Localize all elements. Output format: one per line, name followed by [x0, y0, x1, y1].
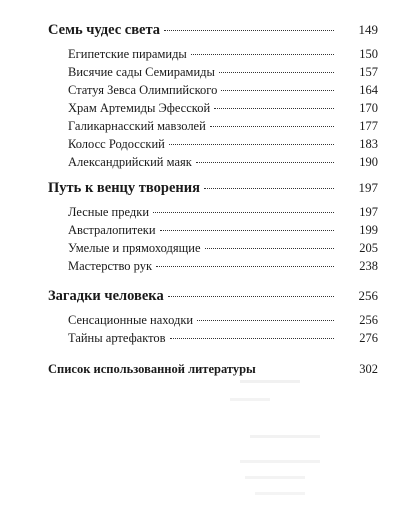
toc-entry	[68, 205, 378, 220]
toc-bibliography-title: Список использованной литературы	[48, 362, 256, 376]
toc-page-number: 177	[359, 119, 378, 133]
toc-page-number: 302	[359, 362, 378, 376]
dot-leader	[205, 248, 334, 249]
toc-entry	[68, 137, 378, 152]
toc-page-number: 197	[359, 205, 378, 219]
toc-entry-title: Умелые и прямоходящие	[68, 241, 201, 255]
toc-page-number: 149	[358, 22, 378, 37]
toc-section-title: Путь к венцу творения	[48, 180, 200, 196]
dot-leader	[153, 212, 334, 213]
toc-page-number: 197	[358, 180, 378, 195]
toc-page-number: 164	[359, 83, 378, 97]
toc-page-number: 157	[359, 65, 378, 79]
dot-leader	[197, 320, 334, 321]
toc-page-number: 150	[359, 47, 378, 61]
toc-page-number: 276	[359, 331, 378, 345]
toc-page-number: 256	[359, 313, 378, 327]
toc-section-heading	[48, 288, 378, 305]
toc-entry	[68, 119, 378, 134]
toc-entry-title: Тайны артефактов	[68, 331, 166, 345]
toc-page-number: 205	[359, 241, 378, 255]
toc-entry-title: Статуя Зевса Олимпийского	[68, 83, 218, 97]
toc-entry	[68, 259, 378, 274]
toc-entry	[68, 223, 378, 238]
show-through-bleed	[220, 380, 340, 510]
toc-entry-title: Лесные предки	[68, 205, 150, 219]
toc-entry	[68, 101, 378, 116]
toc-page-number: 238	[359, 259, 378, 273]
dot-leader	[219, 72, 334, 73]
toc-entry-title: Колосс Родосский	[68, 137, 165, 151]
dot-leader	[156, 266, 334, 267]
dot-leader	[196, 162, 334, 163]
toc-entry	[68, 65, 378, 80]
toc-page-number: 199	[359, 223, 378, 237]
toc-entry	[68, 241, 378, 256]
toc-page-number: 256	[358, 288, 378, 303]
dot-leader	[168, 296, 334, 297]
toc-entry-title: Галикарнасский мавзолей	[68, 119, 206, 133]
toc-page-number: 170	[359, 101, 378, 115]
toc-entry-title: Австралопитеки	[68, 223, 156, 237]
dot-leader	[164, 30, 334, 31]
toc-entry-title: Сенсационные находки	[68, 313, 194, 327]
toc-entry-title: Висячие сады Семирамиды	[68, 65, 215, 79]
dot-leader	[160, 230, 334, 231]
toc-entry	[68, 331, 378, 346]
toc-entry-title: Храм Артемиды Эфесской	[68, 101, 211, 115]
dot-leader	[204, 188, 334, 189]
dot-leader	[221, 90, 334, 91]
dot-leader	[214, 108, 334, 109]
toc-section-heading	[48, 180, 378, 197]
toc-entry-title: Египетские пирамиды	[68, 47, 187, 61]
toc-section-heading	[48, 22, 378, 39]
toc-entry	[68, 47, 378, 62]
dot-leader	[169, 144, 334, 145]
toc-entry-title: Мастерство рук	[68, 259, 153, 273]
dot-leader	[191, 54, 334, 55]
toc-entry	[68, 155, 378, 170]
toc-entry	[68, 313, 378, 328]
toc-page-number: 183	[359, 137, 378, 151]
dot-leader	[170, 338, 334, 339]
toc-entry	[68, 83, 378, 98]
dot-leader	[210, 126, 334, 127]
toc-bibliography	[48, 362, 378, 377]
toc-section-title: Семь чудес света	[48, 22, 161, 38]
toc-section-title: Загадки человека	[48, 288, 164, 304]
toc-page-number: 190	[359, 155, 378, 169]
toc-entry-title: Александрийский маяк	[68, 155, 192, 169]
